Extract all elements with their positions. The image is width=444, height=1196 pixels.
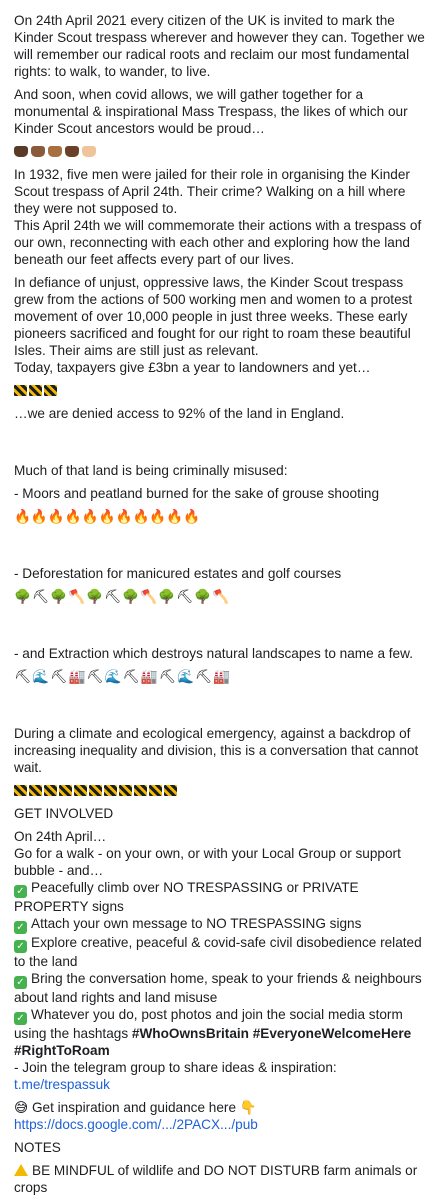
paragraph-on-april xyxy=(14,828,432,1093)
inspiration-text: Get inspiration and guidance here xyxy=(31,1100,236,1115)
check-icon: ✓ xyxy=(14,921,27,934)
go-walk-text: Go for a walk - on your own, or with your Local Group or support bubble - and… xyxy=(14,846,401,878)
barrier-icon-row xyxy=(14,382,432,399)
heading-get-involved: GET INVOLVED xyxy=(14,806,114,821)
on-april-text: On 24th April… xyxy=(14,829,107,844)
fire-icon-row: 🔥🔥🔥🔥🔥🔥🔥🔥🔥🔥🔥 xyxy=(14,509,201,524)
history-commemorate: This April 24th we will commemorate their actions with a trespass of our own, reconnecting with each other and exploring how the land beneath our feet affects every part of our lives. xyxy=(14,218,422,267)
tree-axe-icon-row: 🌳⛏🌳🪓🌳⛏🌳🪓🌳⛏🌳🪓 xyxy=(14,589,231,604)
paragraph-intro: On 24th April 2021 every citizen of the UK is invited to mark the Kinder Scout trespass wherever and however they can. Together we will remember our radical roots and reclaim our most fundamental rights: to walk, to wander, to live. xyxy=(14,13,425,79)
item-deforestation: - Deforestation for manicured estates and golf courses xyxy=(14,566,342,581)
hashtag-right-to-roam[interactable]: #RightToRoam xyxy=(14,1043,110,1058)
warning-icon xyxy=(14,1164,28,1176)
paragraph-history xyxy=(14,166,432,268)
barrier-icon xyxy=(44,385,57,396)
raised-fists-icon xyxy=(14,143,432,160)
check-item-1: Peacefully climb over NO TRESPASSING or PRIVATE PROPERTY signs xyxy=(14,880,359,914)
paragraph-denied-access: …we are denied access to 92% of the land in England. xyxy=(14,406,345,421)
check-icon: ✓ xyxy=(14,976,27,989)
check-item-4: Bring the conversation home, speak to your friends & neighbours about land rights and land misuse xyxy=(14,971,422,1005)
check-item-2: Attach your own message to NO TRESPASSING signs xyxy=(31,916,362,931)
paragraph-defiance xyxy=(14,274,432,376)
check-icon: ✓ xyxy=(14,940,27,953)
telegram-text: - Join the telegram group to share ideas & inspiration: xyxy=(14,1060,337,1075)
pick-factory-icon-row: ⛏🌊⛏🏭⛏🌊⛏🏭⛏🌊⛏🏭 xyxy=(14,669,232,684)
check-icon: ✓ xyxy=(14,885,27,898)
paragraph-mass-trespass: And soon, when covid allows, we will gather together for a monumental & inspirational Mass Trespass, the likes of which our Kinder Scout ancestors would be proud… xyxy=(14,87,408,136)
paragraph-inspiration xyxy=(14,1099,432,1133)
item-extraction: - and Extraction which destroys natural landscapes to name a few. xyxy=(14,646,413,661)
history-1932: In 1932, five men were jailed for their role in organising the Kinder Scout trespass of April 24th. Their crime? Walking on a hill where they were not supposed to. xyxy=(14,167,410,216)
docs-link[interactable]: https://docs.google.com/.../2PACX.../pub xyxy=(14,1117,258,1132)
pointing-hand-icon: 👇 xyxy=(239,1100,257,1115)
warning-text: BE MINDFUL of wildlife and DO NOT DISTURB farm animals or crops xyxy=(14,1163,418,1195)
check-icon: ✓ xyxy=(14,1012,27,1025)
grinning-sweat-icon: 😅 xyxy=(14,1100,29,1115)
hashtag-who-owns-britain[interactable]: #WhoOwnsBritain xyxy=(131,1026,249,1041)
barrier-icon xyxy=(14,385,27,396)
barrier-icon xyxy=(29,385,42,396)
defiance-text: In defiance of unjust, oppressive laws, the Kinder Scout trespass grew from the actions of 500 working men and women to a protest movement of over 10,000 people in just three weeks. These early pioneers sacrificed and fought for our right to roam these beautiful Isles. Their aims are still just as relevant. xyxy=(14,275,413,358)
paragraph-warning xyxy=(14,1162,432,1196)
taxpayers-text: Today, taxpayers give £3bn a year to landowners and yet… xyxy=(14,360,371,375)
paragraph-misused: Much of that land is being criminally misused: xyxy=(14,463,288,478)
telegram-link[interactable]: t.me/trespassuk xyxy=(14,1077,110,1092)
check-item-5: Whatever you do, post photos and join the social media storm using the hashtags xyxy=(14,1007,403,1041)
barrier-icon-row-long xyxy=(14,782,432,799)
check-item-3: Explore creative, peaceful & covid-safe civil disobedience related to the land xyxy=(14,935,422,969)
hashtag-everyone-welcome-here[interactable]: #EveryoneWelcomeHere xyxy=(252,1026,412,1041)
heading-notes: NOTES xyxy=(14,1140,61,1155)
item-moors: - Moors and peatland burned for the sake of grouse shooting xyxy=(14,486,380,501)
paragraph-climate: During a climate and ecological emergency, against a backdrop of increasing inequality and division, this is a conversation that cannot wait. xyxy=(14,726,419,775)
